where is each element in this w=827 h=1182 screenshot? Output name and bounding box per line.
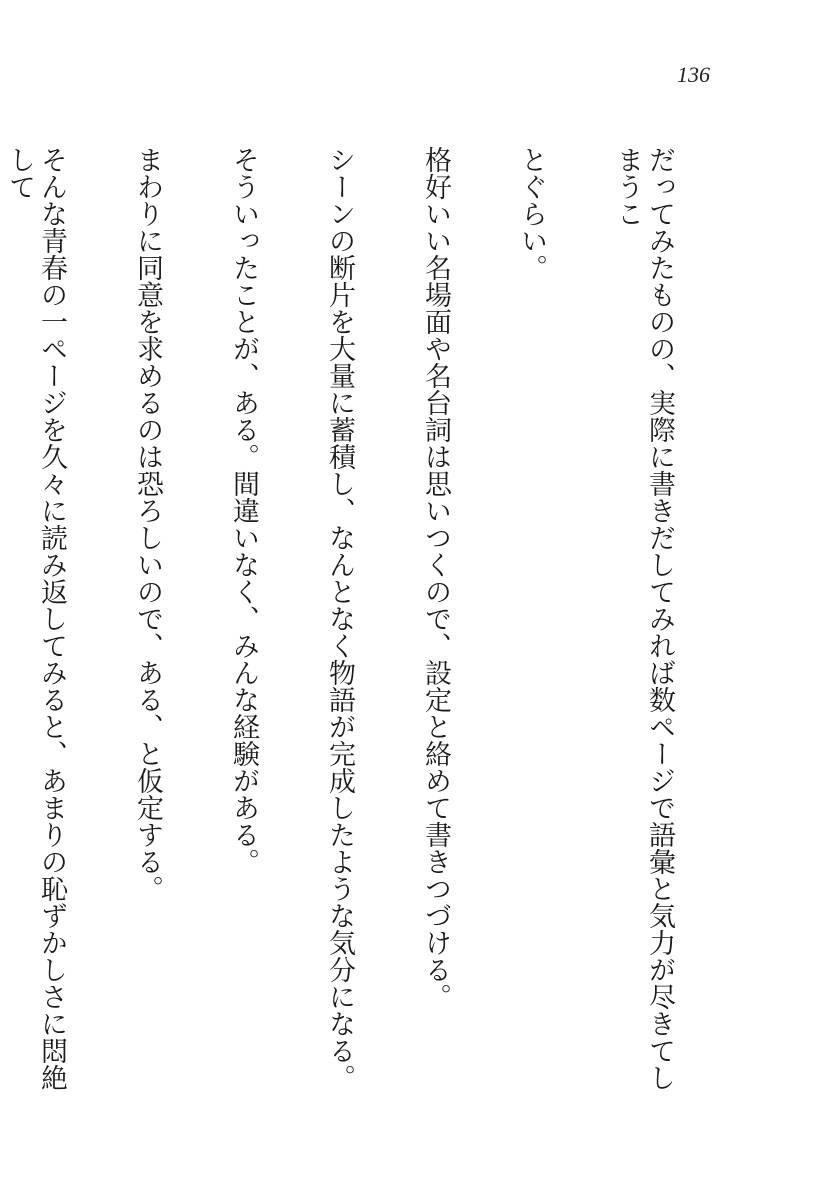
text-line: そういったことが、ある。間違いなく、みんな経験がある。 (228, 146, 259, 875)
text-line: とぐらい。 (516, 146, 547, 281)
text-line: シーンの断片を大量に蓄積し、なんとなく物語が完成したような気分になる。 (324, 146, 355, 1091)
text-line: まわりに同意を求めるのは恐ろしいので、ある、と仮定する。 (132, 146, 163, 902)
text-line: 格好いい名場面や名台詞は思いつくので、設定と絡めて書きつづける。 (420, 146, 451, 1010)
page-number: 136 (677, 62, 710, 87)
vertical-body-text (4, 146, 739, 1116)
text-line: だってみたものの、実際に書きだしてみれば数ページで語彙と気力が尽きてしまうこ (612, 146, 675, 1091)
text-line: そんな青春の一ページを久々に読み返してみると、あまりの恥ずかしさに悶絶して (4, 146, 67, 1091)
